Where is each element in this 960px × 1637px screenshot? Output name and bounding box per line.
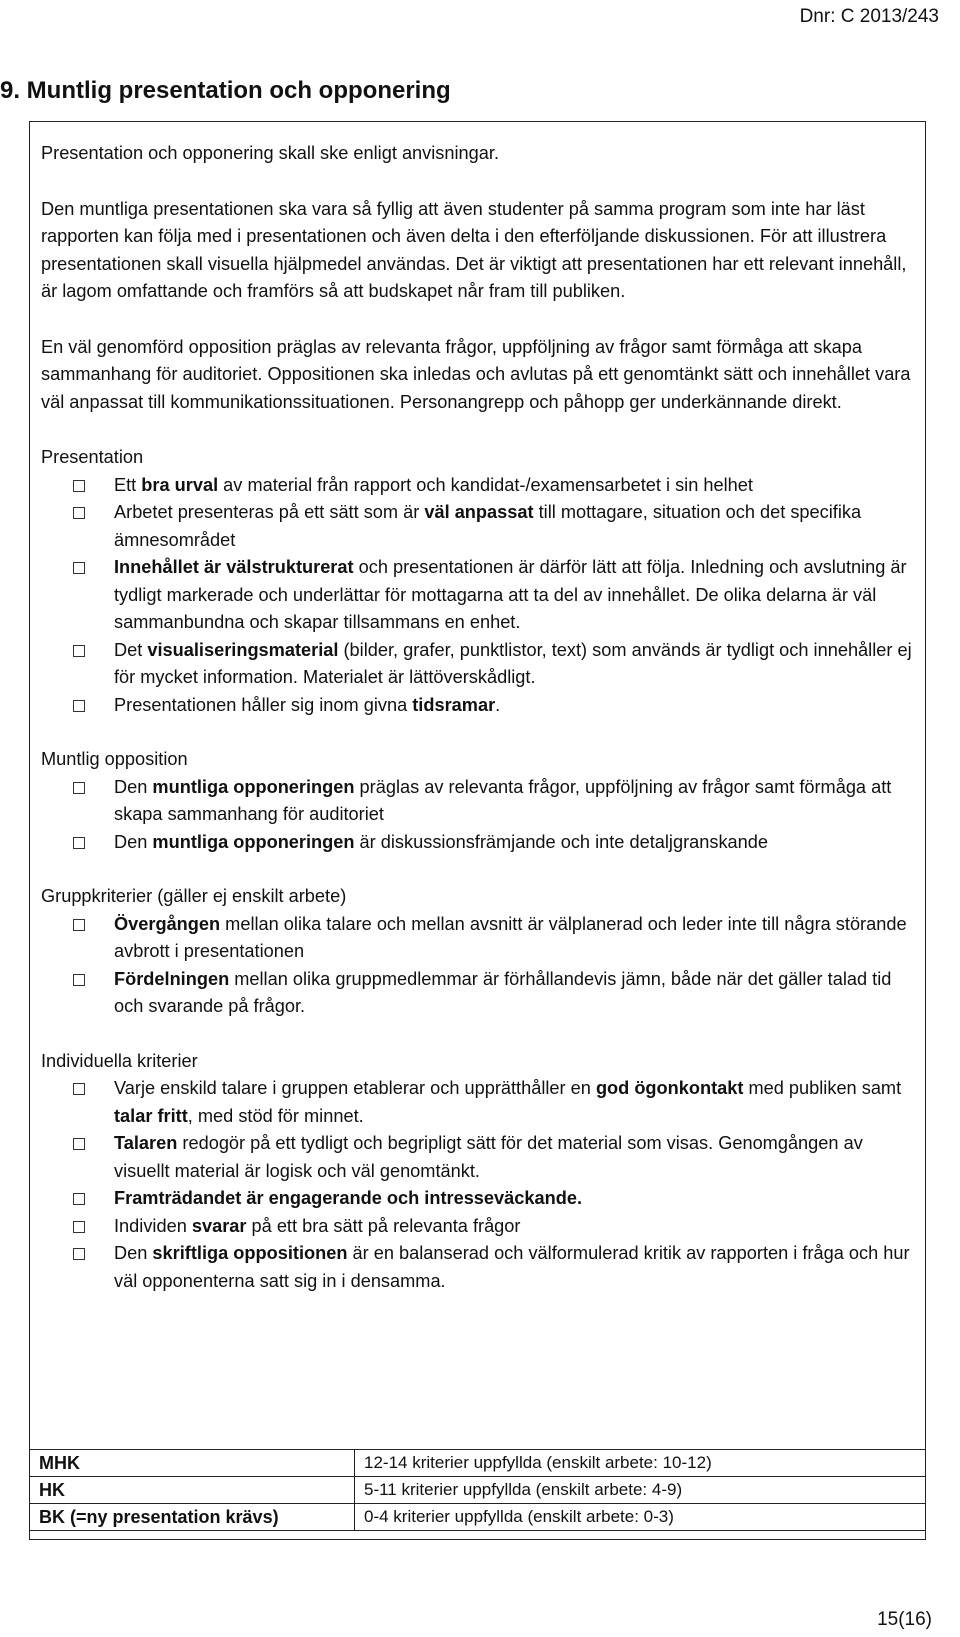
grade-label: BK (=ny presentation krävs) bbox=[30, 1504, 355, 1531]
checklist-item bbox=[41, 966, 913, 1021]
checklist-item bbox=[41, 554, 913, 637]
checkbox-icon bbox=[73, 782, 85, 794]
item-text: , med stöd för minnet. bbox=[187, 1105, 364, 1126]
item-text: mellan olika gruppmedlemmar är förhållandevis jämn, både när det gäller talad tid och svarande på frågor. bbox=[114, 968, 892, 1016]
checkbox-icon bbox=[73, 1138, 85, 1150]
item-text: Varje enskild talare i gruppen etablerar och upprätthåller en bbox=[114, 1078, 596, 1098]
checklist bbox=[41, 1075, 913, 1295]
bold-text: skriftliga oppositionen bbox=[152, 1243, 348, 1263]
item-text: och presentationen är därför lätt att följa. Inledning och avslutning är tydligt markerade och underlättar för mottagarna att ta del av innehållet. De olika delarna är väl sammanbundna och skapar tillsammans en enhet. bbox=[114, 557, 907, 632]
checklist-item bbox=[41, 692, 913, 720]
checkbox-icon bbox=[73, 1083, 85, 1095]
bold-text: Övergången bbox=[114, 913, 221, 934]
bold-text: Talaren bbox=[114, 1133, 178, 1153]
item-text: med publiken samt bbox=[743, 1078, 902, 1098]
bold-text: väl anpassat bbox=[424, 502, 534, 522]
grade-criteria: 5-11 kriterier uppfyllda (enskilt arbete: 4-9) bbox=[355, 1477, 926, 1504]
item-text: Den bbox=[114, 1243, 153, 1263]
item-text: . bbox=[495, 694, 501, 715]
grade-criteria: 0-4 kriterier uppfyllda (enskilt arbete: 0-3) bbox=[355, 1504, 926, 1531]
checkbox-icon bbox=[73, 1221, 85, 1233]
bold-text: god ögonkontakt bbox=[595, 1078, 744, 1098]
section-heading: 9. Muntlig presentation och opponering bbox=[0, 77, 451, 104]
criteria-section bbox=[41, 1048, 913, 1296]
opposition-paragraph: En väl genomförd opposition präglas av relevanta frågor, uppföljning av frågor samt förmåga att skapa sammanhang för auditoriet. Oppositionen ska inledas och avlutas på ett genomtänkt sätt och innehållet vara väl anpassat till kommunikationssituationen. Personangrepp och påhopp ger underkännande direkt. bbox=[41, 336, 911, 412]
checklist bbox=[41, 774, 913, 857]
page-number: 15(16) bbox=[877, 1609, 932, 1630]
bold-text: Innehållet är välstrukturerat bbox=[114, 557, 354, 577]
bold-text: svarar bbox=[191, 1215, 247, 1236]
intro-text: Presentation och opponering skall ske enligt anvisningar. bbox=[41, 143, 500, 163]
item-text: Presentationen håller sig inom givna bbox=[114, 694, 413, 715]
item-text: mellan olika talare och mellan avsnitt är välplanerad och leder inte till några störande avbrott i presentationen bbox=[114, 913, 907, 961]
presentation-paragraph: Den muntliga presentationen ska vara så fyllig att även studenter på samma program som inte har läst rapporten kan följa med i presentationen och även delta i den efterföljande diskussionen. För att illustrera presentationen skall visuella hjälpmedel användas. Det är viktigt att presentationen har ett relevant innehåll, är lagom omfattande och framförs så att budskapet når fram till publiken. bbox=[41, 198, 907, 301]
criteria-section bbox=[41, 444, 913, 719]
item-text: (bilder, grafer, punktlistor, text) som används är tydligt och innehåller ej för mycket information. Materialet är lättöverskådligt. bbox=[114, 639, 912, 687]
criteria-section bbox=[41, 746, 913, 856]
checklist-item bbox=[41, 911, 913, 966]
grade-row bbox=[30, 1504, 926, 1531]
criteria-box bbox=[29, 121, 926, 1540]
item-text: Den bbox=[114, 831, 153, 852]
item-text: till mottagare, situation och det specifika ämnesområdet bbox=[114, 502, 862, 550]
checkbox-icon bbox=[73, 507, 85, 519]
checklist-item bbox=[41, 829, 913, 857]
bold-text: visualiseringsmaterial bbox=[147, 639, 339, 660]
section-title: Gruppkriterier (gäller ej enskilt arbete) bbox=[41, 886, 347, 906]
criteria-section bbox=[41, 883, 913, 1021]
bold-text: muntliga opponeringen bbox=[152, 831, 355, 852]
checklist-item bbox=[41, 472, 913, 500]
bold-text: Fördelningen bbox=[114, 968, 230, 989]
item-text: präglas av relevanta frågor, uppföljning av frågor samt förmåga att skapa sammanhang för auditoriet bbox=[114, 776, 892, 824]
section-title: Muntlig opposition bbox=[41, 749, 188, 769]
item-text: Arbetet presenteras på ett sätt som är bbox=[114, 502, 425, 522]
checklist bbox=[41, 472, 913, 720]
document-number: Dnr: C 2013/243 bbox=[799, 6, 939, 27]
item-text: Ett bbox=[114, 474, 142, 495]
checkbox-icon bbox=[73, 1193, 85, 1205]
grade-label: HK bbox=[30, 1477, 355, 1504]
grade-label: MHK bbox=[30, 1450, 355, 1477]
bold-text: Framträdandet är engagerande och intresseväckande. bbox=[114, 1188, 582, 1208]
item-text: på ett bra sätt på relevanta frågor bbox=[246, 1215, 521, 1236]
item-text: är en balanserad och välformulerad kritik av rapporten i fråga och hur väl opponenterna satt sig in i densamma. bbox=[114, 1243, 910, 1291]
checklist-item bbox=[41, 1130, 913, 1185]
checklist-item bbox=[41, 1075, 913, 1130]
checkbox-icon bbox=[73, 837, 85, 849]
criteria-content bbox=[41, 140, 913, 1322]
grade-table bbox=[29, 1449, 926, 1531]
checkbox-icon bbox=[73, 645, 85, 657]
grade-row bbox=[30, 1450, 926, 1477]
bold-text: tidsramar bbox=[412, 694, 496, 715]
grade-row bbox=[30, 1477, 926, 1504]
bold-text: talar fritt bbox=[114, 1105, 188, 1126]
checklist bbox=[41, 911, 913, 1021]
item-text: Den bbox=[114, 776, 153, 797]
grade-criteria: 12-14 kriterier uppfyllda (enskilt arbete: 10-12) bbox=[355, 1450, 926, 1477]
checklist-item bbox=[41, 1185, 913, 1213]
checkbox-icon bbox=[73, 700, 85, 712]
section-title: Presentation bbox=[41, 447, 144, 467]
item-text: Individen bbox=[114, 1215, 192, 1236]
checkbox-icon bbox=[73, 480, 85, 492]
bold-text: muntliga opponeringen bbox=[152, 776, 355, 797]
checklist-item bbox=[41, 499, 913, 554]
checklist-item bbox=[41, 1213, 913, 1241]
item-text: av material från rapport och kandidat-/examensarbetet i sin helhet bbox=[218, 474, 753, 495]
section-title: Individuella kriterier bbox=[41, 1050, 198, 1071]
item-text: Det bbox=[114, 639, 148, 660]
checklist-item bbox=[41, 1240, 913, 1295]
criteria-sections bbox=[41, 444, 913, 1295]
checkbox-icon bbox=[73, 1248, 85, 1260]
checklist-item bbox=[41, 774, 913, 829]
item-text: är diskussionsfrämjande och inte detaljgranskande bbox=[354, 831, 768, 852]
item-text: redogör på ett tydligt och begripligt sätt för det material som visas. Genomgången av visuellt material är logisk och väl genomtänkt. bbox=[114, 1133, 863, 1181]
bold-text: bra urval bbox=[141, 474, 219, 495]
checkbox-icon bbox=[73, 562, 85, 574]
checkbox-icon bbox=[73, 919, 85, 931]
checkbox-icon bbox=[73, 974, 85, 986]
checklist-item bbox=[41, 637, 913, 692]
